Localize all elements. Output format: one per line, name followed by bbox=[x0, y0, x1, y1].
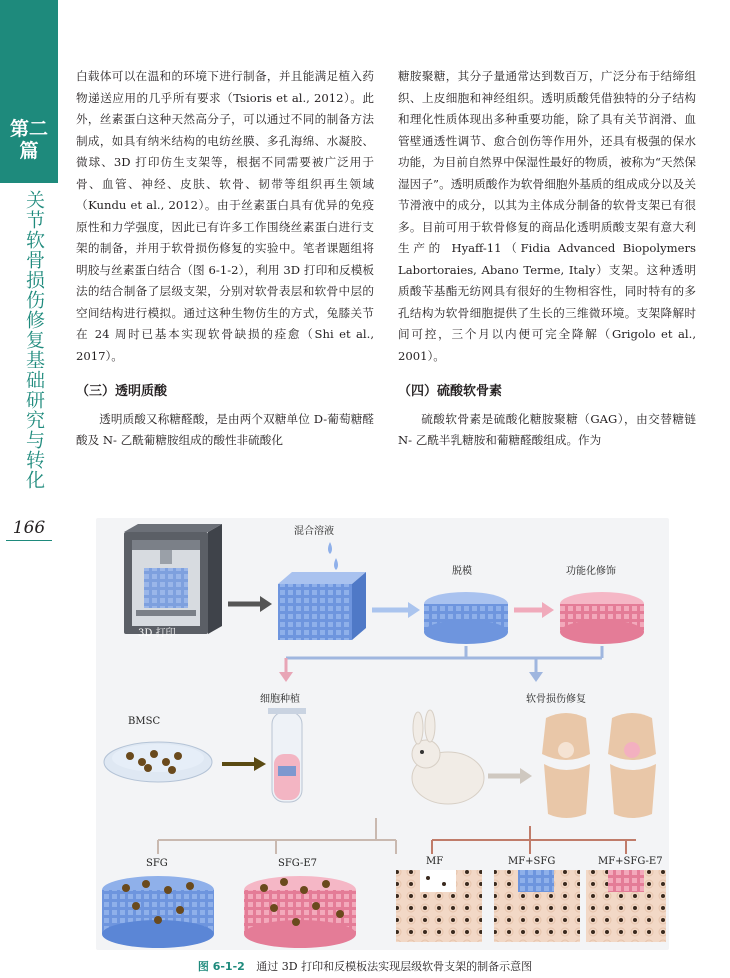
page-number-divider bbox=[6, 540, 52, 541]
rabbit-icon bbox=[412, 710, 484, 804]
cell-seeding-label: 细胞种植 bbox=[260, 694, 300, 705]
cartilage-repair-label: 软骨损伤修复 bbox=[526, 694, 586, 705]
demolded-blue-scaffold bbox=[424, 592, 508, 644]
book-section-title: 关节软骨损伤修复基础研究与转化 bbox=[23, 190, 45, 490]
right-paragraph-2: 硫酸软骨素是硫酸化糖胺聚糖（GAG），由交替糖链 N- 乙酰半乳糖胺和葡糖醛酸组成。作为 bbox=[398, 411, 696, 447]
mix-solution-label: 混合溶液 bbox=[294, 526, 334, 537]
chapter-sidebar bbox=[0, 0, 58, 978]
functionalized-pink-scaffold bbox=[560, 592, 644, 644]
petri-dish-icon bbox=[104, 742, 212, 782]
printer-label: 3D 打印 bbox=[138, 628, 176, 639]
figure-illustration bbox=[96, 518, 669, 950]
figure-caption-text: 通过 3D 打印和反模板法实现层级软骨支架的制备示意图 bbox=[256, 960, 533, 973]
blue-scaffold-cube bbox=[278, 572, 366, 640]
mf-sfg-tissue-panel bbox=[494, 870, 580, 942]
part-label: 第二篇 bbox=[9, 118, 48, 162]
mf-tissue-panel bbox=[396, 870, 482, 942]
sfg-label: SFG bbox=[146, 858, 168, 869]
left-paragraph-2: 透明质酸又称糖醛酸，是由两个双糖单位 D-葡萄糖醛酸及 N- 乙酰葡糖胺组成的酸性非硫酸化 bbox=[76, 411, 374, 447]
left-text-column bbox=[76, 66, 374, 452]
right-text-column bbox=[398, 66, 696, 452]
scaffold-fabrication-figure bbox=[96, 518, 669, 950]
knee-joint-icon bbox=[542, 713, 656, 818]
right-paragraph-1: 糖胺聚糖，其分子量通常达到数百万，广泛分布于结缔组织、上皮细胞和神经组织。透明质酸凭借独特的分子结构和理化性质体现出多种重要功能，除了具有关节润滑、血管壁通透性调节、愈合创伤等作用外，还具有极强的保水功能，为目前自然界中保湿性最好的物质，被称为“天然保湿因子”。透明质酸作为软骨细胞外基质的组成成分以及关节滑液中的成分，以其为主体成分制备的软骨支架已有很多。目前可用于软骨修复的商品化透明质酸支架有意大利生产的 Hyaff-11（Fidia Advanced Biopolymers Labortoraies, Abano Terme, Italy）支架。这种透明质酸苄基酯无纺网具有很好的生物相容性，同时特有的多孔结构为软骨细胞提供了生长的三维微环境。支架降解时间可控，三个月以内便可完全降解（Grigolo et al., 2001）。 bbox=[398, 69, 696, 363]
mf-sfg-label: MF+SFG bbox=[508, 856, 556, 867]
sfg-e7-label: SFG-E7 bbox=[278, 858, 318, 869]
drop-icon bbox=[328, 542, 332, 554]
functionalization-label: 功能化修饰 bbox=[566, 566, 616, 577]
page-number: 166 bbox=[12, 518, 46, 538]
demold-label: 脱模 bbox=[452, 566, 472, 577]
mf-sfg-e7-label: MF+SFG-E7 bbox=[598, 856, 663, 867]
printer-icon bbox=[124, 524, 222, 634]
section-heading-chondroitin-sulfate: （四）硫酸软骨素 bbox=[398, 384, 503, 399]
figure-caption bbox=[0, 958, 730, 974]
sfg-scaffold bbox=[102, 876, 214, 948]
drop-icon bbox=[334, 558, 338, 570]
figure-number: 图 6-1-2 bbox=[197, 960, 245, 973]
mf-label: MF bbox=[426, 856, 444, 867]
sfg-e7-scaffold bbox=[244, 876, 356, 948]
left-paragraph-1: 白载体可以在温和的环境下进行制备，并且能满足植入药物递送应用的几乎所有要求（Tsioris et al., 2012）。此外，丝素蛋白这种天然高分子，可以通过不同的制备方法制成，如具有纳米结构的电纺丝膜、多孔海绵、水凝胶、微球、3D 打印仿生支架等，根据不同需要被广泛用于骨、血管、神经、皮肤、软骨、韧带等组织再生领域（Kundu et al., 2012）。由于丝素蛋白具有优异的免疫原性和力学强度，因此已有许多工作围绕丝素蛋白进行支架的制备，并用于软骨损伤修复的实验中。笔者课题组将明胶与丝素蛋白结合（图 6-1-2），利用 3D 打印和反模板法的结合制备了层级支架，分别对软骨表层和软骨中层的空间结构进行模拟。通过这种生物仿生的方式，兔膝关节在 24 周时已基本实现软骨缺损的痊愈（Shi et al., 2017）。 bbox=[76, 69, 374, 363]
section-heading-hyaluronic-acid: （三）透明质酸 bbox=[76, 384, 168, 399]
mf-sfg-e7-tissue-panel bbox=[586, 870, 666, 942]
tube-icon bbox=[268, 708, 306, 802]
bmsc-label: BMSC bbox=[128, 716, 161, 727]
